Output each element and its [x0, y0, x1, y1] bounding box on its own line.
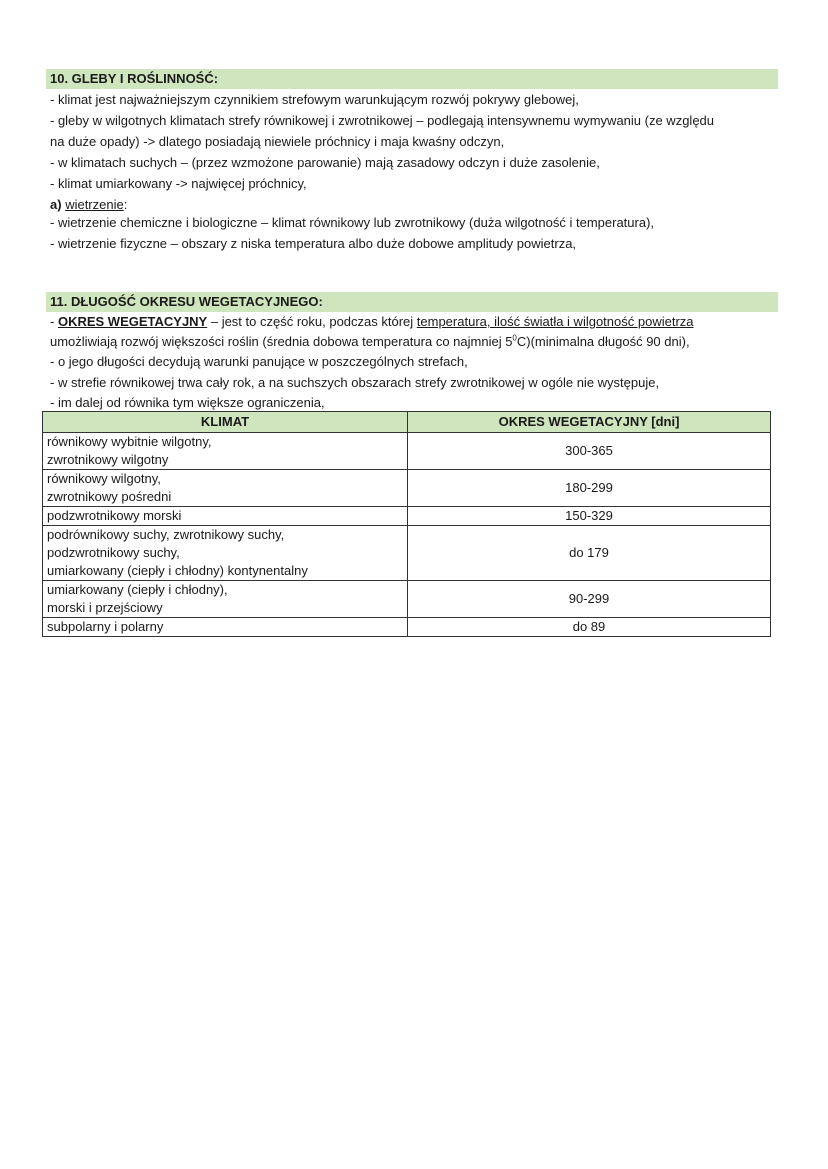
okres-cell: 180-299 — [408, 470, 771, 507]
subheading-label: wietrzenie — [65, 197, 124, 212]
okres-cell: 150-329 — [408, 507, 771, 526]
klimat-line: morski i przejściowy — [47, 600, 163, 615]
klimat-line: umiarkowany (ciepły i chłodny) kontynentalny — [47, 563, 308, 578]
table-row — [43, 526, 771, 581]
klimat-line: zwrotnikowy wilgotny — [47, 452, 169, 467]
line-dash: - — [50, 314, 58, 329]
section-10-line-2: - gleby w wilgotnych klimatach strefy równikowej i zwrotnikowej – podlegają intensywnemu wymywaniu (ze względu — [50, 113, 715, 128]
klimat-line: podzwrotnikowy suchy, — [47, 545, 180, 560]
klimat-line: podrównikowy suchy, zwrotnikowy suchy, — [47, 527, 285, 542]
definition-underlined: temperatura, ilość światła i wilgotność powietrza — [416, 314, 694, 329]
section-11-line-4: - w strefie równikowej trwa cały rok, a na suchszych obszarach strefy zwrotnikowej w ogóle nie występuje, — [50, 375, 660, 390]
definition-text: – jest to część roku, podczas której — [207, 314, 417, 329]
definition-end: C)(minimalna długość 90 dni), — [516, 334, 690, 349]
okres-cell: 90-299 — [408, 581, 771, 618]
klimat-cell — [43, 526, 408, 581]
klimat-line: równikowy wybitnie wilgotny, — [47, 434, 212, 449]
section-10-line-5: - klimat umiarkowany -> najwięcej próchnicy, — [50, 176, 307, 191]
table-row — [43, 470, 771, 507]
term-okres-wegetacyjny: OKRES WEGETACYJNY — [57, 314, 208, 329]
section-11-line-1 — [50, 313, 694, 331]
klimat-line: podzwrotnikowy morski — [47, 508, 182, 523]
table-header-row — [43, 412, 771, 433]
table-row — [43, 507, 771, 526]
definition-cont: umożliwiają rozwój większości roślin (średnia dobowa temperatura co najmniej 5 — [50, 334, 513, 349]
section-11-line-2 — [50, 333, 690, 351]
klimat-cell — [43, 581, 408, 618]
subheading-prefix: a) — [50, 197, 62, 212]
klimat-line: subpolarny i polarny — [47, 619, 164, 634]
klimat-cell — [43, 470, 408, 507]
vegetation-period-table — [42, 411, 771, 637]
section-10-subheading — [50, 196, 127, 214]
degree-sup: 0 — [512, 333, 517, 343]
section-11-line-5: - im dalej od równika tym większe ograniczenia, — [50, 395, 325, 410]
section-10-line-3: na duże opady) -> dlatego posiadają niewiele próchnicy i maja kwaśny odczyn, — [50, 134, 505, 149]
klimat-line: zwrotnikowy pośredni — [47, 489, 172, 504]
table-row — [43, 618, 771, 637]
header-klimat: KLIMAT — [43, 412, 408, 433]
subheading-suffix: : — [123, 197, 128, 212]
section-10-line-1: - klimat jest najważniejszym czynnikiem strefowym warunkującym rozwój pokrywy glebowej, — [50, 92, 579, 107]
table-row — [43, 433, 771, 470]
okres-cell: do 179 — [408, 526, 771, 581]
klimat-cell — [43, 433, 408, 470]
okres-cell: do 89 — [408, 618, 771, 637]
klimat-cell — [43, 507, 408, 526]
section-10-line-7: - wietrzenie fizyczne – obszary z niska temperatura albo duże dobowe amplitudy powietrza, — [50, 236, 577, 251]
klimat-line: umiarkowany (ciepły i chłodny), — [47, 582, 228, 597]
section-10-line-6: - wietrzenie chemiczne i biologiczne – klimat równikowy lub zwrotnikowy (duża wilgotność i temperatura), — [50, 215, 655, 230]
table-row — [43, 581, 771, 618]
okres-cell: 300-365 — [408, 433, 771, 470]
section-11-title: 11. DŁUGOŚĆ OKRESU WEGETACYJNEGO: — [46, 292, 778, 312]
section-10-line-4: - w klimatach suchych – (przez wzmożone parowanie) mają zasadowy odczyn i duże zasolenie, — [50, 155, 600, 170]
section-11-line-3: - o jego długości decydują warunki panujące w poszczególnych strefach, — [50, 354, 468, 369]
section-10-title: 10. GLEBY I ROŚLINNOŚĆ: — [46, 69, 778, 89]
klimat-line: równikowy wilgotny, — [47, 471, 161, 486]
header-okres: OKRES WEGETACYJNY [dni] — [408, 412, 771, 433]
klimat-cell — [43, 618, 408, 637]
